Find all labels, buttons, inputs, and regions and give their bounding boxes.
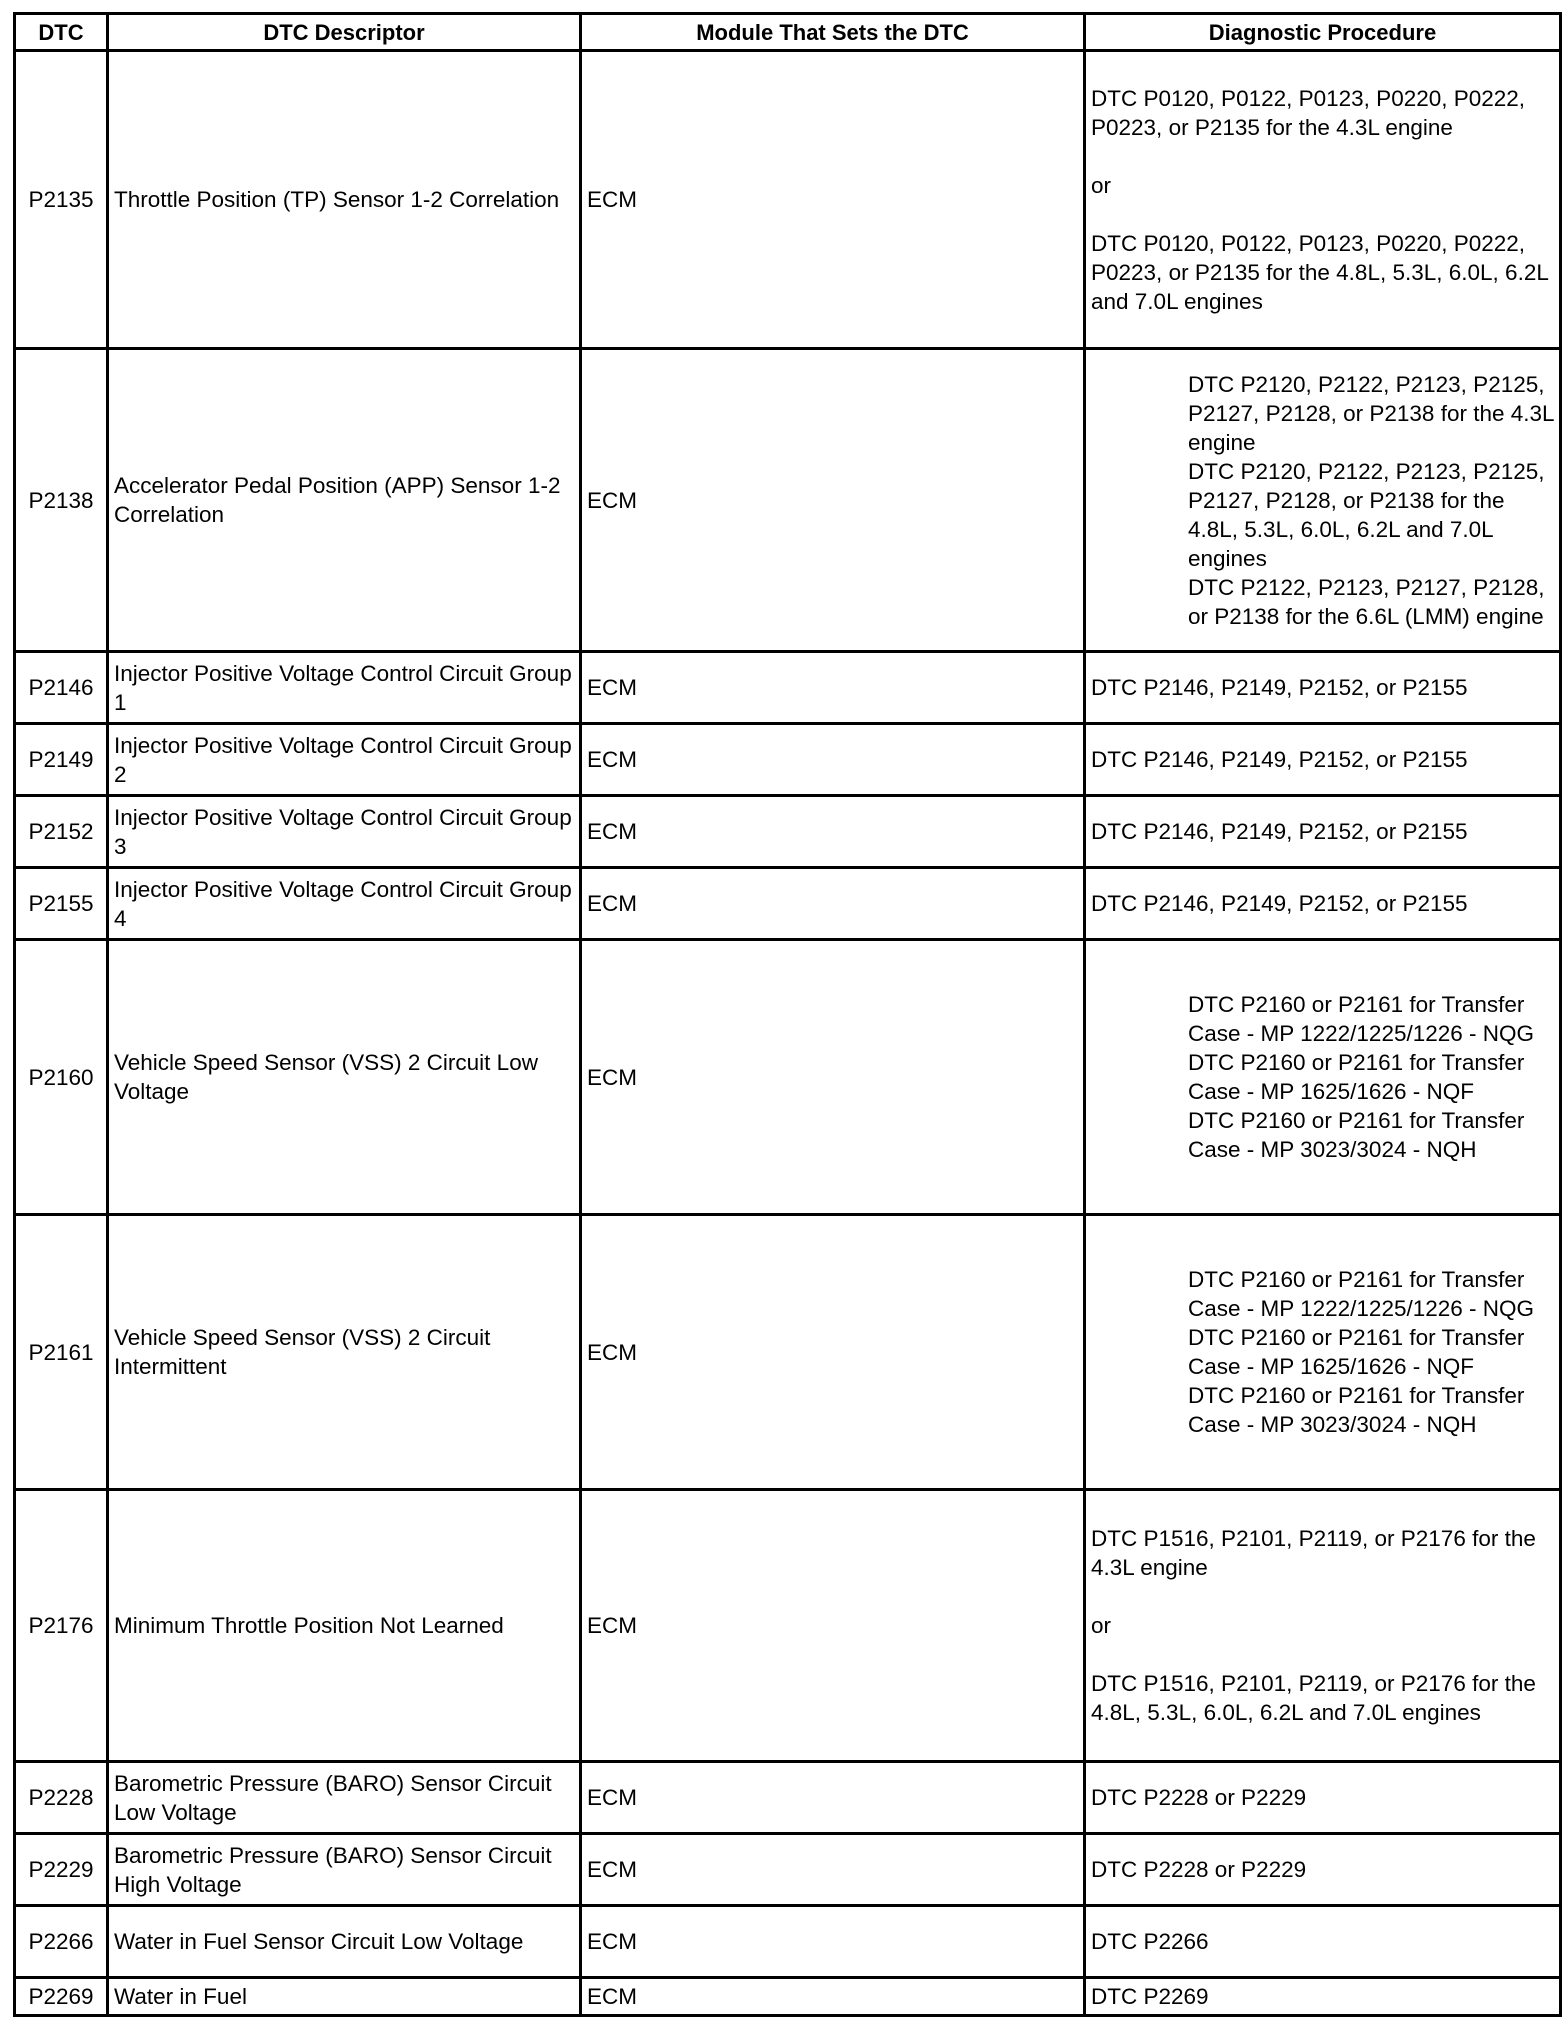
dtc-code-cell: P2146: [15, 652, 108, 724]
table-row: [15, 868, 1561, 940]
dtc-descriptor-cell: Injector Positive Voltage Control Circuit Group 3: [108, 796, 581, 868]
dtc-code-cell: P2161: [15, 1215, 108, 1490]
diagnostic-procedure-cell: [1085, 940, 1561, 1215]
procedure-spacer: [1091, 200, 1554, 229]
diagnostic-procedure-cell: [1085, 868, 1561, 940]
dtc-descriptor-cell: Accelerator Pedal Position (APP) Sensor 1-2 Correlation: [108, 349, 581, 652]
diagnostic-procedure-cell: [1085, 724, 1561, 796]
dtc-table: [13, 12, 1562, 2017]
dtc-descriptor-cell: Vehicle Speed Sensor (VSS) 2 Circuit Low Voltage: [108, 940, 581, 1215]
procedure-line: DTC P2160 or P2161 for Transfer Case - MP 1222/1225/1226 - NQG: [1188, 1267, 1535, 1321]
header-descriptor: DTC Descriptor: [108, 14, 581, 51]
module-cell: ECM: [581, 652, 1085, 724]
dtc-code-cell: P2155: [15, 868, 108, 940]
table-row: [15, 1762, 1561, 1834]
dtc-code-cell: P2135: [15, 51, 108, 349]
diagnostic-procedure-cell: [1085, 652, 1561, 724]
dtc-code-cell: P2229: [15, 1834, 108, 1906]
procedure-line: DTC P2160 or P2161 for Transfer Case - MP 3023/3024 - NQH: [1188, 1383, 1525, 1437]
procedure-spacer: [1091, 142, 1554, 171]
dtc-code-cell: P2152: [15, 796, 108, 868]
module-cell: ECM: [581, 1490, 1085, 1762]
dtc-code-cell: P2176: [15, 1490, 108, 1762]
procedure-line: DTC P2146, P2149, P2152, or P2155: [1091, 675, 1468, 700]
module-cell: ECM: [581, 1215, 1085, 1490]
table-row: [15, 1490, 1561, 1762]
module-cell: ECM: [581, 1762, 1085, 1834]
procedure-line: DTC P1516, P2101, P2119, or P2176 for the 4.8L, 5.3L, 6.0L, 6.2L and 7.0L engines: [1091, 1671, 1536, 1725]
procedure-line: or: [1091, 1613, 1112, 1638]
diagnostic-procedure-cell: [1085, 51, 1561, 349]
dtc-descriptor-cell: Injector Positive Voltage Control Circuit Group 1: [108, 652, 581, 724]
procedure-line: DTC P2269: [1091, 1984, 1209, 2009]
module-cell: ECM: [581, 1978, 1085, 2016]
diagnostic-procedure-cell: [1085, 796, 1561, 868]
header-module: Module That Sets the DTC: [581, 14, 1085, 51]
procedure-line: DTC P2160 or P2161 for Transfer Case - MP 1625/1626 - NQF: [1188, 1050, 1525, 1104]
procedure-line: DTC P2160 or P2161 for Transfer Case - MP 1625/1626 - NQF: [1188, 1325, 1525, 1379]
module-cell: ECM: [581, 796, 1085, 868]
procedure-line: DTC P2146, P2149, P2152, or P2155: [1091, 891, 1468, 916]
table-body: [15, 51, 1561, 2016]
procedure-line: DTC P0120, P0122, P0123, P0220, P0222, P0223, or P2135 for the 4.8L, 5.3L, 6.0L, 6.2L and 7.0L engines: [1091, 230, 1549, 314]
table-row: [15, 1834, 1561, 1906]
diagnostic-procedure-cell: [1085, 1215, 1561, 1490]
dtc-descriptor-cell: Vehicle Speed Sensor (VSS) 2 Circuit Intermittent: [108, 1215, 581, 1490]
dtc-descriptor-cell: Barometric Pressure (BARO) Sensor Circuit Low Voltage: [108, 1762, 581, 1834]
dtc-descriptor-cell: Water in Fuel Sensor Circuit Low Voltage: [108, 1906, 581, 1978]
table-row: [15, 1978, 1561, 2016]
diagnostic-procedure-cell: [1085, 1490, 1561, 1762]
dtc-code-cell: P2228: [15, 1762, 108, 1834]
module-cell: ECM: [581, 1906, 1085, 1978]
dtc-descriptor-cell: Injector Positive Voltage Control Circuit Group 4: [108, 868, 581, 940]
table-row: [15, 652, 1561, 724]
procedure-line: DTC P2160 or P2161 for Transfer Case - MP 1222/1225/1226 - NQG: [1188, 992, 1535, 1046]
procedure-line: DTC P2122, P2123, P2127, P2128, or P2138 for the 6.6L (LMM) engine: [1188, 574, 1545, 629]
procedure-line: or: [1091, 172, 1112, 198]
procedure-line: DTC P2160 or P2161 for Transfer Case - MP 3023/3024 - NQH: [1188, 1108, 1525, 1162]
dtc-descriptor-cell: Barometric Pressure (BARO) Sensor Circuit High Voltage: [108, 1834, 581, 1906]
dtc-code-cell: P2266: [15, 1906, 108, 1978]
module-cell: ECM: [581, 940, 1085, 1215]
procedure-line: DTC P2120, P2122, P2123, P2125, P2127, P2128, or P2138 for the 4.8L, 5.3L, 6.0L, 6.2L and 7.0L engines: [1188, 458, 1545, 571]
table-row: [15, 1215, 1561, 1490]
header-procedure: Diagnostic Procedure: [1085, 14, 1561, 51]
procedure-line: DTC P1516, P2101, P2119, or P2176 for the 4.3L engine: [1091, 1526, 1536, 1580]
table-row: [15, 51, 1561, 349]
diagnostic-procedure-cell: [1085, 1834, 1561, 1906]
procedure-line: DTC P2120, P2122, P2123, P2125, P2127, P2128, or P2138 for the 4.3L engine: [1188, 371, 1554, 455]
procedure-line: DTC P2146, P2149, P2152, or P2155: [1091, 747, 1468, 772]
dtc-descriptor-cell: Injector Positive Voltage Control Circuit Group 2: [108, 724, 581, 796]
dtc-descriptor-cell: Minimum Throttle Position Not Learned: [108, 1490, 581, 1762]
table-row: [15, 724, 1561, 796]
procedure-line: DTC P2228 or P2229: [1091, 1857, 1307, 1882]
module-cell: ECM: [581, 724, 1085, 796]
dtc-descriptor-cell: Throttle Position (TP) Sensor 1-2 Correlation: [108, 51, 581, 349]
diagnostic-procedure-cell: [1085, 349, 1561, 652]
dtc-code-cell: P2138: [15, 349, 108, 652]
header-row: [15, 14, 1561, 51]
procedure-spacer: [1091, 1582, 1554, 1611]
procedure-line: DTC P0120, P0122, P0123, P0220, P0222, P0223, or P2135 for the 4.3L engine: [1091, 85, 1526, 140]
procedure-line: DTC P2266: [1091, 1929, 1209, 1954]
module-cell: ECM: [581, 349, 1085, 652]
table-row: [15, 1906, 1561, 1978]
procedure-line: DTC P2146, P2149, P2152, or P2155: [1091, 819, 1468, 844]
procedure-line: DTC P2228 or P2229: [1091, 1785, 1307, 1810]
diagnostic-procedure-cell: [1085, 1978, 1561, 2016]
module-cell: ECM: [581, 868, 1085, 940]
table-row: [15, 349, 1561, 652]
diagnostic-procedure-cell: [1085, 1762, 1561, 1834]
module-cell: ECM: [581, 1834, 1085, 1906]
module-cell: ECM: [581, 51, 1085, 349]
dtc-code-cell: P2149: [15, 724, 108, 796]
procedure-spacer: [1091, 1640, 1554, 1669]
table-row: [15, 940, 1561, 1215]
dtc-code-cell: P2160: [15, 940, 108, 1215]
table-row: [15, 796, 1561, 868]
dtc-code-cell: P2269: [15, 1978, 108, 2016]
diagnostic-procedure-cell: [1085, 1906, 1561, 1978]
header-dtc: DTC: [15, 14, 108, 51]
dtc-descriptor-cell: Water in Fuel: [108, 1978, 581, 2016]
